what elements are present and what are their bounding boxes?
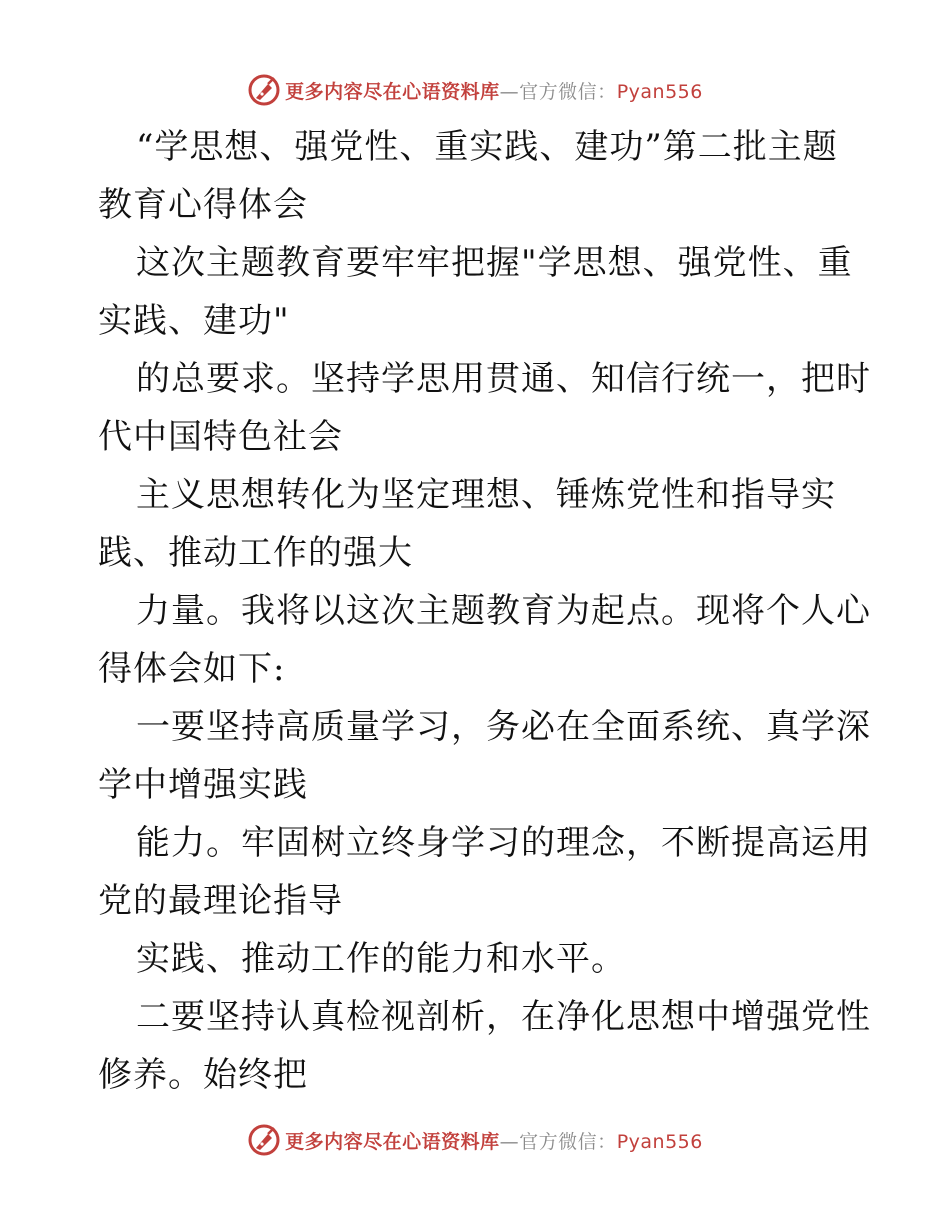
text-line: 主义思想转化为坚定理想、锤炼党性和指导实 bbox=[136, 475, 836, 515]
banner-handle: Pyan556 bbox=[616, 80, 703, 103]
text-line: 践、推动工作的强大 bbox=[98, 533, 413, 573]
text-line: 代中国特色社会 bbox=[98, 417, 343, 457]
banner-text bbox=[285, 1127, 703, 1154]
text-line: 修养。始终把 bbox=[98, 1055, 308, 1095]
text-line: 得体会如下: bbox=[98, 649, 286, 689]
banner-official-label: 官方微信： bbox=[519, 1130, 617, 1153]
banner-brand: 更多内容尽在心语资料库 bbox=[285, 80, 500, 103]
text-line: 的总要求。坚持学思用贯通、知信行统一，把时 bbox=[136, 359, 871, 399]
banner-dash: — bbox=[499, 80, 520, 103]
text-line: 实践、建功" bbox=[98, 301, 290, 341]
header-banner bbox=[0, 70, 950, 110]
text-line: 一要坚持高质量学习，务必在全面系统、真学深 bbox=[136, 707, 871, 747]
text-line: “学思想、强党性、重实践、建功”第二批主题 bbox=[136, 127, 838, 167]
banner-official-label: 官方微信： bbox=[519, 80, 617, 103]
text-line: 党的最理论指导 bbox=[98, 881, 343, 921]
footer-banner bbox=[0, 1120, 950, 1160]
text-line: 力量。我将以这次主题教育为起点。现将个人心 bbox=[136, 591, 871, 631]
text-line: 这次主题教育要牢牢把握"学思想、强党性、重 bbox=[136, 243, 853, 283]
banner-handle: Pyan556 bbox=[616, 1130, 703, 1153]
pen-nib-circle-icon bbox=[247, 1123, 281, 1157]
text-line: 学中增强实践 bbox=[98, 765, 308, 805]
text-line: 实践、推动工作的能力和水平。 bbox=[136, 939, 626, 979]
pen-nib-circle-icon bbox=[247, 73, 281, 107]
banner-brand: 更多内容尽在心语资料库 bbox=[285, 1130, 500, 1153]
text-line: 能力。牢固树立终身学习的理念，不断提高运用 bbox=[136, 823, 871, 863]
text-line: 二要坚持认真检视剖析，在净化思想中增强党性 bbox=[136, 997, 871, 1037]
banner-dash: — bbox=[499, 1130, 520, 1153]
banner-text bbox=[285, 77, 703, 104]
document-body bbox=[98, 118, 871, 1104]
text-line: 教育心得体会 bbox=[98, 185, 308, 225]
